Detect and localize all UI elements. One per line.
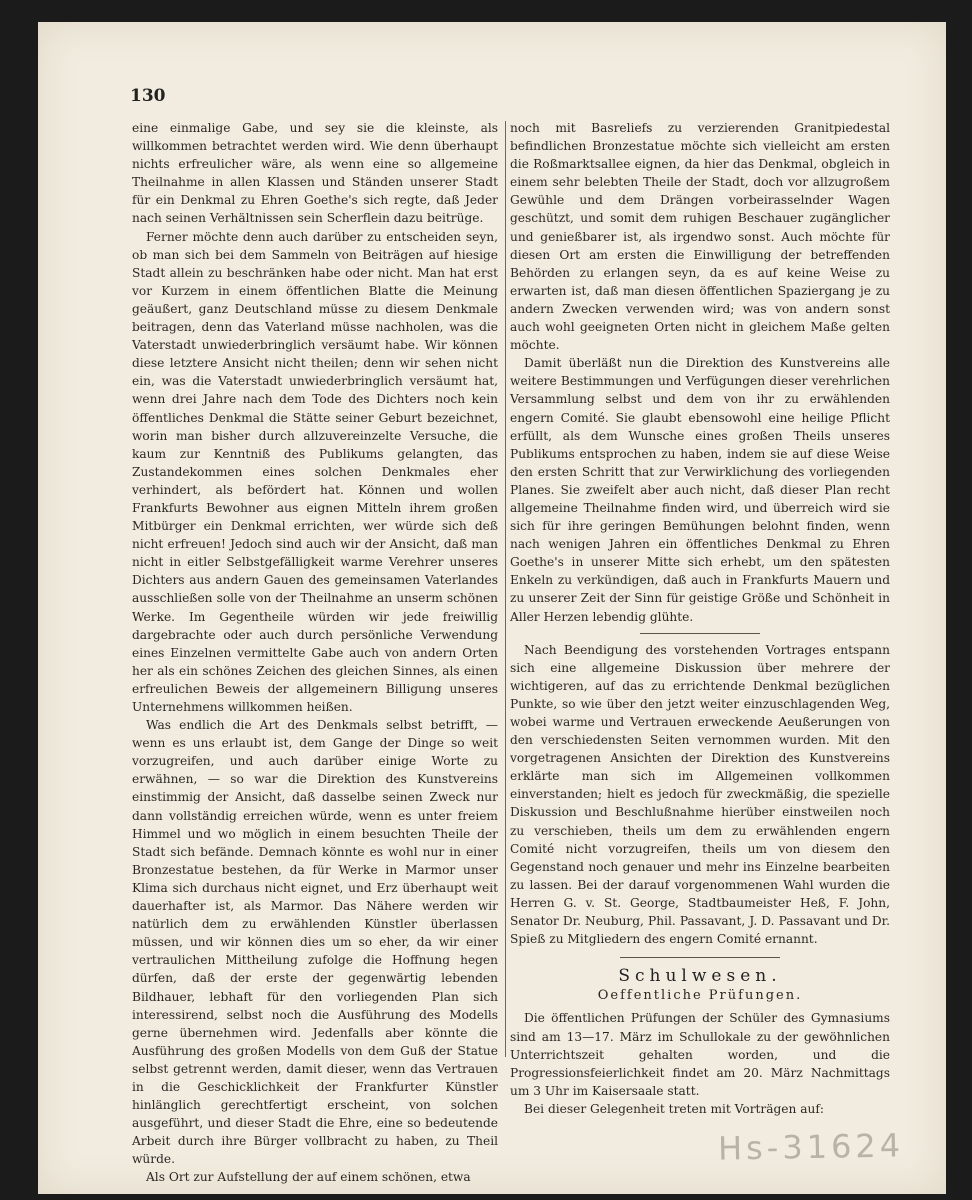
paragraph: Bei dieser Gelegenheit treten mit Vorträgen auf:: [524, 1101, 824, 1116]
paragraph: eine einmalige Gabe, und sey sie die kleinste, als willkommen betrachtet werden wird. Wie denn überhaupt nichts erfreulicher wäre, als wenn eine so allgemeine Theilnahme in allen Klassen und Ständen unserer Stadt für ein Denkmal zu Ehren Goethe's sich regte, daß Jeder nach seinen Verhältnissen sein Scherflein dazu beitrüge.: [132, 121, 498, 226]
paragraph: Ferner möchte denn auch darüber zu entscheiden seyn, ob man sich bei dem Sammeln von Beiträgen auf hiesige Stadt allein zu beschränken habe oder nicht. Man hat erst vor Kurzem in einem öffentlichen Blatte die Meinung geäußert, ganz Deutschland müsse zu diesem Denkmale beitragen, denn das Vaterland müsse nachholen, was die Vaterstadt unwiederbringlich versäumt habe. Wir können diese letztere Ansicht nicht theilen; denn wir sehen nicht ein, was die Vaterstadt unwiederbringlich versäumt hat, wenn drei Jahre nach dem Tode des Dichters noch kein öffentliches Denkmal die Stätte seiner Geburt bezeichnet, worin man bisher durch allzuvereinzelte Versuche, die kaum zur Kenntniß des Publikums gelangten, das Zustandekommen eines solchen Denkmales eher verhindert, als befördert hat. Können und wollen Frankfurts Bewohner aus eignen Mitteln ihrem großen Mitbürger ein Denkmal errichten, wer würde sich deß nicht erfreuen! Jedoch sind auch wir der Ansicht, daß man nicht in eitler Selbstgefälligkeit warme Verehrer unseres Dichters aus andern Gauen des gemeinsamen Vaterlandes ausschließen solle von der Theilnahme an unserm schönen Werke. Im Gegentheile würden wir jede freiwillig dargebrachte oder auch durch persönliche Verwendung eines Einzelnen vermittelte Gabe auch von andern Orten her als ein schönes Zeichen des gleichen Sinnes, als einen erfreulichen Beweis der allgemeinern Billigung unseres Unternehmens willkommen heißen.: [132, 229, 498, 714]
section-title: Schulwesen.: [618, 966, 782, 987]
separator-rule: [620, 957, 780, 958]
page-number: 130: [130, 86, 166, 106]
paragraph: Damit überläßt nun die Direktion des Kunstvereins alle weitere Bestimmungen und Verfügungen dieser verehrlichen Versammlung selbst und dem von ihr zu erwählenden engern Comité. Sie glaubt ebensowohl eine heilige Pflicht erfüllt, als dem Wunsche eines großen Theils unseres Publikums entsprochen zu haben, indem sie auf diese Weise den ersten Schritt that zur Verwirklichung des vorliegenden Planes. Sie zweifelt aber auch nicht, daß dieser Plan recht allgemeine Theilnahme finden wird, und überreich wird sie sich für ihre geringen Bemühungen belohnt finden, wenn nach wenigen Jahren ein öffentliches Denkmal zu Ehren Goethe's in unserer Mitte sich erhebt, um den spätesten Enkeln zu verkündigen, daß auch in Frankfurts Mauern und zu unserer Zeit der Sinn für geistige Größe und Schönheit in Aller Herzen lebendig glühte.: [510, 356, 890, 624]
paragraph: noch mit Basreliefs zu verzierenden Granitpiedestal befindlichen Bronzestatue möchte sich vielleicht am ersten die Roßmarktsallee eignen, da hier das Denkmal, obgleich in einem sehr belebten Theile der Stadt, doch vor allzugroßem Gewühle und dem Drängen vorbeirasselnder Wagen geschützt, und somit dem ruhigen Beschauer zugänglicher und genießbarer ist, als irgendwo sonst. Auch möchte für diesen Ort am ersten die Einwilligung der betreffenden Behörden zu erlangen seyn, da es auf keine Weise zu erwarten ist, daß man diesen öffentlichen Spaziergang je zu andern Zwecken verwenden wird; was von andern sonst auch wohl geeigneten Orten nicht in gleichem Maße gelten möchte.: [510, 121, 890, 353]
paragraph: Nach Beendigung des vorstehenden Vortrages entspann sich eine allgemeine Diskussion über mehrere der wichtigeren, auf das zu errichtende Denkmal bezüglichen Punkte, so wie über den jetzt weiter einzuschlagenden Weg, wobei warme und Vertrauen erweckende Aeußerungen von den verschiedensten Seiten vernommen wurden. Mit den vorgetragenen Ansichten der Direktion des Kunstvereins erklärte man sich im Allgemeinen vollkommen einverstanden; hielt es jedoch für zweckmäßig, die spezielle Diskussion und Beschlußnahme hierüber einstweilen noch zu verschieben, theils um dem zu erwählenden engern Comité nicht vorzugreifen, theils um von diesem den Gegenstand noch genauer und mehr ins Einzelne bearbeiten zu lassen. Bei der darauf vorgenommenen Wahl wurden die Herren G. v. St. George, Stadtbaumeister Heß, F. John, Senator Dr. Neuburg, Phil. Passavant, J. D. Passavant und Dr. Spieß zu Mitgliedern des engern Comité ernannt.: [510, 642, 890, 947]
right-column: [510, 119, 890, 1116]
section-subtitle: Oeffentliche Prüfungen.: [597, 988, 803, 1004]
paragraph: Die öffentlichen Prüfungen der Schüler des Gymnasiums sind am 13—17. März im Schullokale zu der gewöhnlichen Unterrichtszeit gehalten worden, und die Progressionsfeierlichkeit findet am 20. März Nachmittags um 3 Uhr im Kaisersaale statt.: [510, 1011, 890, 1098]
paragraph: Als Ort zur Aufstellung der auf einem schönen, etwa: [146, 1170, 471, 1185]
archive-shelfmark: Hs-31624: [717, 1126, 905, 1168]
left-column: [132, 119, 498, 1185]
paragraph: Was endlich die Art des Denkmals selbst betrifft, — wenn es uns erlaubt ist, dem Gange der Dinge so weit vorzugreifen, und auch darüber einige Worte zu erwähnen, — so war die Direktion des Kunstvereins einstimmig der Ansicht, daß dasselbe seinen Zweck nur dann vollständig erreichen würde, wenn es unter freiem Himmel und wo möglich in einem besuchten Theile der Stadt sich befände. Demnach könnte es wohl nur in einer Bronzestatue bestehen, da für Werke in Marmor unser Klima sich durchaus nicht eignet, und Erz überhaupt weit dauerhafter ist, als Marmor. Das Nähere werden wir natürlich dem zu erwählenden Künstler überlassen müssen, und wir können dies um so eher, da wir einer vertraulichen Mittheilung zufolge die Hoffnung hegen dürfen, daß der erste der gegenwärtig lebenden Bildhauer, lebhaft für den vorliegenden Plan sich interessirend, selbst noch die Ausführung des Modells gerne übernehmen wird. Jedenfalls aber könnte die Ausführung des großen Modells von dem Guß der Statue selbst getrennt werden, damit dieser, wenn das Vertrauen in die Geschicklichkeit der Frankfurter Künstler hinlänglich gerechtfertigt erscheint, von solchen ausgeführt, und dieser Stadt die Ehre, eine so bedeutende Arbeit durch ihre Bürger vollbracht zu haben, zu Theil würde.: [132, 718, 498, 1167]
separator-rule: [640, 633, 760, 634]
column-divider: [505, 121, 506, 1057]
